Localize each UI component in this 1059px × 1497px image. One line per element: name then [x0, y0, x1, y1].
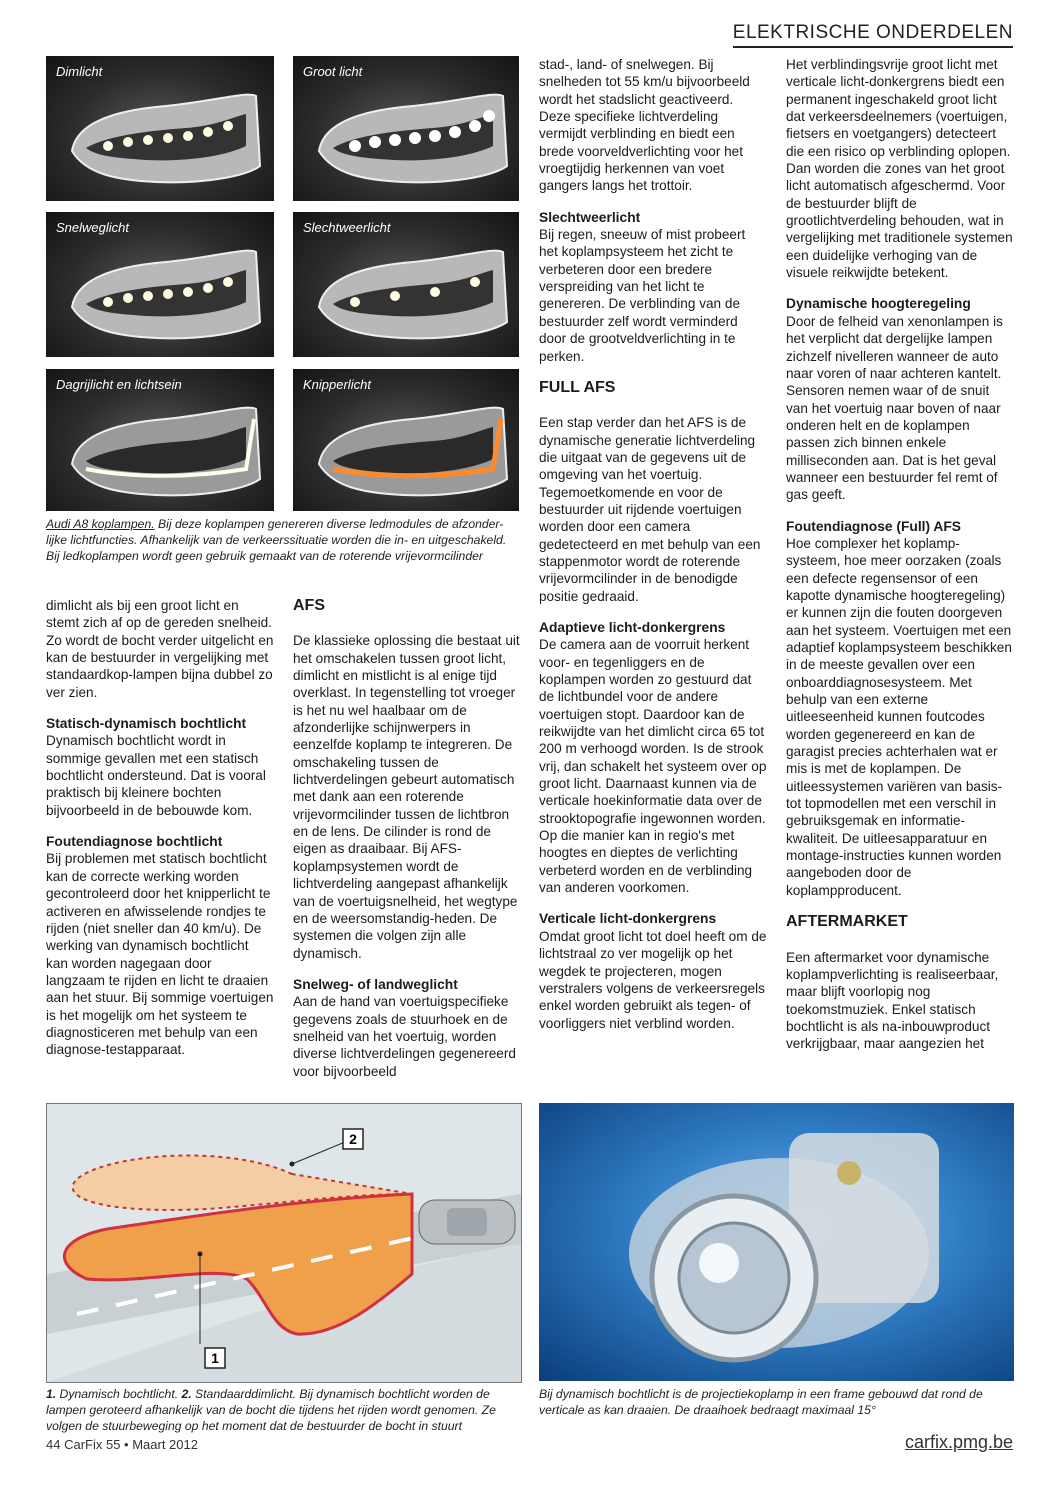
paragraph: Dynamisch bochtlicht wordt in sommige gevallen met een statisch bochtlicht ondersteund. Dat is vooral praktisch bij kleinere bochten bijvoorbeeld in de bebouwde kom.	[46, 733, 266, 818]
caption-text: Bij deze koplampen genereren diverse ledmodules de afzonder-lijke lichtfuncties. Afhankelijk van de verkeerssituatie worden die in- en uitgeschakeld. Bij ledkoplampen wordt geen gebruik gemaakt van de roterende vrijevormcilinder	[46, 517, 507, 563]
paragraph: Aan de hand van voertuigspecifieke gegevens zoals de stuurhoek en de snelheid van het voertuig, worden diverse lichtverdelingen gegenereerd voor bijvoorbeeld	[293, 994, 516, 1079]
paragraph: De camera aan de voorruit herkent voor- en tegenliggers en de koplampen worden zo gestuurd dat de lichtbundel voor de andere voertuigen stopt. Daardoor kan de reikwijdte van het dimlicht circa 65 tot 200 m verhoogd worden. Is de strook vrij, dan schakelt het systeem over op groot licht. Daarnaast kunnen via de verticale hoekinformatie data over de strooktopografie ingewonnen worden. Op die manier kan in regio's met hoogtes en dieptes de verlichting verbeterd worden en de verblinding van anderen voorkomen.	[539, 637, 767, 896]
heading-slechtweer: Slechtweerlicht	[539, 209, 641, 225]
section-title: ELEKTRISCHE ONDERDELEN	[733, 22, 1013, 48]
caption-top	[46, 516, 520, 564]
page-footer: 44 CarFix 55 • Maart 2012	[46, 1437, 198, 1452]
caption-num-2: 2.	[181, 1387, 192, 1401]
caption-diagram	[46, 1386, 520, 1434]
paragraph: Het verblindingsvrije groot licht met verticale licht-donkergrens biedt een permanent ingeschakeld groot licht dat verkeersdeelnemers (voertuigen, fietsers en voetgangers) detecteert die een risico op verblinding oplopen. Dan worden die zones van het groot licht automatisch afgeschermd. Voor de bestuurder blijft de grootlichtverdeling behouden, wat in vergelijking met traditionele systemen een duidelijke verhoging van de visuele reikwijdte betekent.	[786, 57, 1013, 281]
photo-dagrijlicht	[46, 369, 274, 511]
heading-verticaal: Verticale licht-donkergrens	[539, 911, 717, 927]
heading-foutendiagnose: Foutendiagnose bochtlicht	[46, 834, 223, 850]
paragraph: Bij regen, sneeuw of mist probeert het koplampsysteem het zicht te verbeteren door een bredere verspreiding van het licht te genereren. De verblinding van de bestuurder zelf wordt verminderd door de grootveldverlichting in te perken.	[539, 227, 746, 364]
photo-slechtweerlicht	[293, 212, 519, 357]
heading-adaptief: Adaptieve licht-donkergrens	[539, 619, 726, 635]
website-link[interactable]: carfix.pmg.be	[904, 1432, 1013, 1452]
heading-full-afs: FULL AFS	[539, 378, 616, 396]
photo-knipperlicht	[293, 369, 519, 511]
heading-aftermarket: AFTERMARKET	[786, 913, 908, 931]
heading-afs: AFS	[293, 597, 325, 614]
bend-light-diagram	[46, 1103, 522, 1383]
heading-statisch: Statisch-dynamisch bochtlicht	[46, 716, 247, 732]
paragraph: Bij problemen met statisch bochtlicht kan de correcte werking worden gecontroleerd door het knipperlicht te activeren en afwisselende rondjes te rijden (niet sneller dan 40 km/u). De werking van dynamisch bochtlicht kan worden nagegaan door langzaam te rijden en licht te draaien aan het stuur. Bij sommige voertuigen is het mogelijk om het systeem te diagnosticeren met behulp van een diagnose-testapparaat.	[46, 851, 274, 1058]
photo-label: Snelweglicht	[56, 220, 129, 235]
photo-label: Groot licht	[303, 64, 363, 79]
caption-text: Standaarddimlicht. Bij dynamisch bochtlicht worden de lampen geroteerd afhankelijk van de bocht die tijdens het rijden wordt genomen. Ze volgen de stuurbeweging op het moment dat de bestuurder de bocht in stuurt	[46, 1387, 496, 1433]
caption-num-1: 1.	[46, 1387, 57, 1401]
paragraph: Hoe complexer het koplamp-systeem, hoe meer oorzaken (zoals een defecte regensensor of een kapotte dynamische hoogteregeling) er kunnen zijn die fouten doorgeven aan het systeem. Voertuigen met een adaptief koplampsysteem beschikken in de meeste gevallen over een onboarddiagnosesysteem. Met behulp van een externe uitleeseenheid kunnen foutcodes worden gegenereerd en kan de garagist precies achterhalen wat er mis is met de koplampen. De uitleessystemen variëren van basis-tot topmodellen met een verschil in gebruiksgemak en informatie-kwaliteit. De uitleesapparatuur en montage-instructies kunnen worden aangeboden door de koplampproducent.	[786, 535, 1012, 898]
column-2	[293, 593, 521, 1094]
projector-lamp-graphic	[539, 1103, 1014, 1381]
column-4	[786, 56, 1014, 1067]
photo-dimlicht	[46, 56, 274, 201]
caption-text: Dynamisch bochtlicht.	[56, 1387, 182, 1401]
paragraph: Door de felheid van xenonlampen is het verplicht dat dergelijke lampen zichzelf nivelleren wanneer de auto naar voren of naar achteren kantelt. Sensoren nemen waar of de snuit van het voertuig naar boven of naar onderen helt en de koplampen passen zich binnen enkele milliseconden aan. Dat is het geval wanneer een bestuurder fel remt of gas geeft.	[786, 313, 1003, 503]
column-3	[539, 56, 767, 1046]
diagram-label-1: 1	[211, 1350, 219, 1366]
caption-photo: Bij dynamisch bochtlicht is de projectiekoplamp in een frame gebouwd dat rond de verticale as kan draaien. De draaihoek bedraagt maximaal 15°	[539, 1387, 983, 1417]
diagram-graphic	[47, 1104, 521, 1382]
paragraph: Een aftermarket voor dynamische koplampverlichting is realiseerbaar, maar blijft voorlopig nog toekomstmuziek. Enkel statisch bochtlicht is als na-inbouwproduct verkrijgbaar, maar aangezien het	[786, 949, 999, 1052]
heading-hoogteregeling: Dynamische hoogteregeling	[786, 296, 971, 312]
photo-label: Knipperlicht	[303, 377, 371, 392]
caption-lead: Audi A8 koplampen.	[46, 517, 155, 531]
projector-lamp-photo	[539, 1103, 1014, 1381]
photo-groot-licht	[293, 56, 519, 201]
diagram-label-2: 2	[349, 1131, 357, 1147]
heading-foutendiagnose-afs: Foutendiagnose (Full) AFS	[786, 518, 962, 534]
paragraph: dimlicht als bij een groot licht en stemt zich af op de gereden snelheid. Zo wordt de bocht verder uitgelicht en kan de bestuurder in vergelijking met standaardkop-lampen bijna dubbel zo ver zien.	[46, 598, 274, 700]
paragraph: Een stap verder dan het AFS is de dynamische generatie lichtverdeling die uitgaat van de gegevens uit de omgeving van het voertuig. Tegemoetkomende en voor de bestuurder uit rijdende voertuigen worden door een camera gedetecteerd en met behulp van een stappenmotor wordt de roterende vrijevormcilinder in de benodigde positie gedraaid.	[539, 415, 761, 604]
photo-label: Dimlicht	[56, 64, 103, 79]
photo-label: Slechtweerlicht	[303, 220, 391, 235]
paragraph: Omdat groot licht tot doel heeft om de lichtstraal zo ver mogelijk op het wegdek te projecteren, mogen verstralers volgens de verkeersregels enkel worden gebruikt als tegen- of voorliggers niet verblind worden.	[539, 928, 767, 1031]
paragraph: stad-, land- of snelwegen. Bij snelheden tot 55 km/u bijvoorbeeld wordt het stadslicht geactiveerd. Deze specifieke lichtverdeling vermijdt verblinding en biedt een brede voorveldverlichting voor het vroegtijdig herkennen van voet gangers langs het trottoir.	[539, 57, 750, 194]
paragraph: De klassieke oplossing die bestaat uit het omschakelen tussen groot licht, dimlicht en mistlicht is al enige tijd overklast. In tegenstelling tot vroeger is het nu wel haalbaar om de afzonderlijke schijnwerpers in eenzelfde koplamp te integreren. De omschakeling tussen de lichtverdelingen gebeurt automatisch met dank aan een roterende vrijevormcilinder tussen de lichtbron en de lens. De cilinder is rond de eigen as draaibaar. Bij AFS-koplampsystemen wordt de lichtverdeling aangepast afhankelijk van de voertuigsnelheid, het wegtype en de weersomstandig-heden. De systemen die volgen zijn alle dynamisch.	[293, 633, 520, 961]
photo-snelweglicht	[46, 212, 274, 357]
photo-label: Dagrijlicht en lichtsein	[56, 377, 182, 392]
heading-snelweg: Snelweg- of landweglicht	[293, 976, 458, 992]
column-1	[46, 597, 274, 1073]
